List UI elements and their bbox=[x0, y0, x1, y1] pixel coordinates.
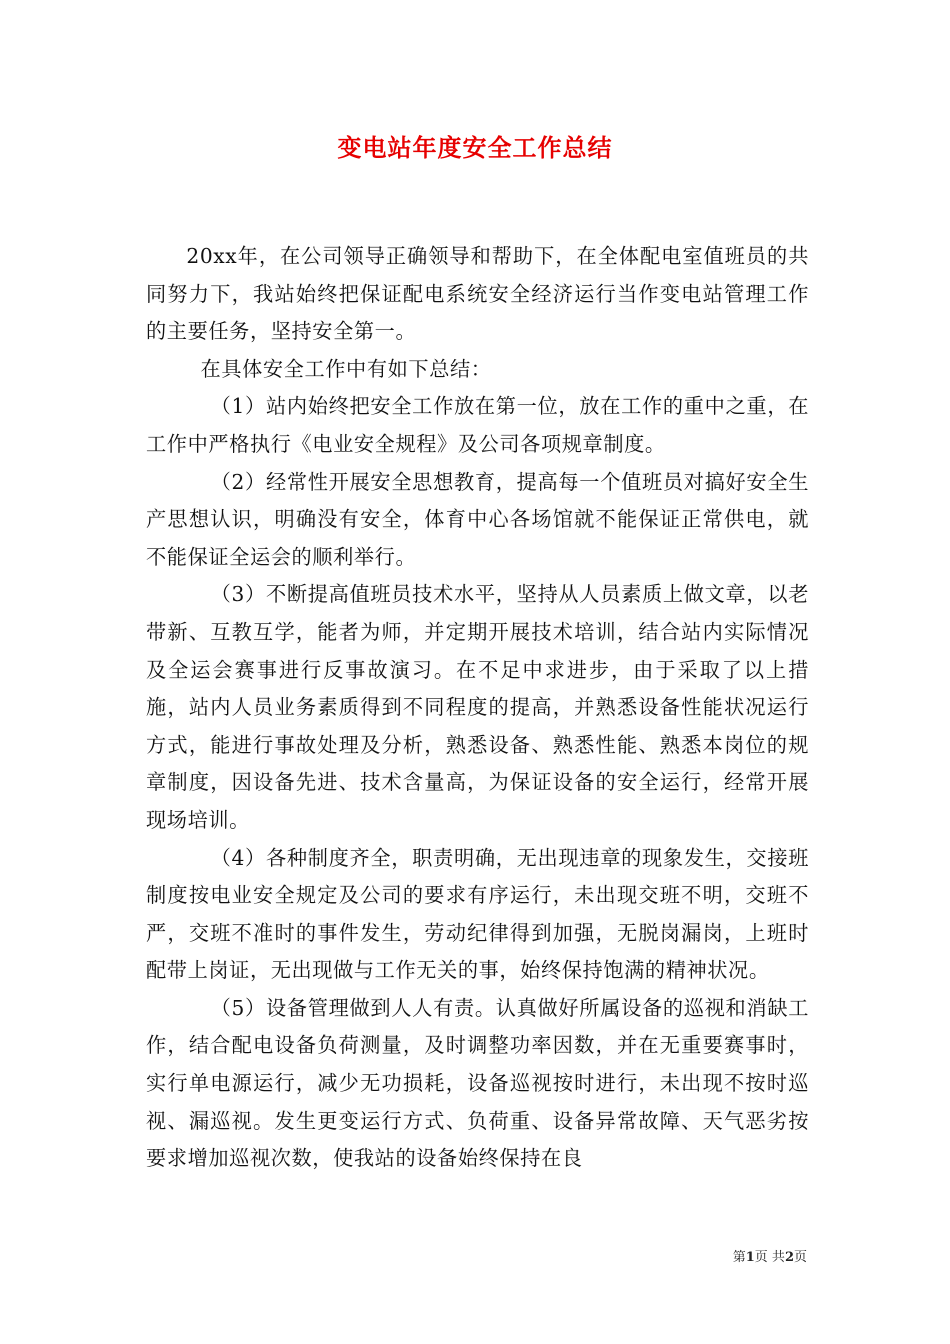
paragraph-item-1: （1）站内始终把安全工作放在第一位，放在工作的重中之重，在工作中严格执行《电业安全规程》及公司各项规章制度。 bbox=[146, 394, 809, 456]
footer-suffix: 页 bbox=[793, 1250, 807, 1265]
footer-middle: 页 共 bbox=[754, 1250, 785, 1265]
document-title: 变电站年度安全工作总结 bbox=[337, 134, 613, 162]
document-body bbox=[146, 238, 809, 1178]
footer-current-page: 1 bbox=[745, 1250, 755, 1265]
paragraph-item-3: （3）不断提高值班员技术水平，坚持从人员素质上做文章，以老带新、互教互学，能者为师，并定期开展技术培训，结合站内实际情况及全运会赛事进行反事故演习。在不足中求进步，由于采取了以上措施，站内人员业务素质得到不同程度的提高，并熟悉设备性能状况运行方式，能进行事故处理及分析，熟悉设备、熟悉性能、熟悉本岗位的规章制度，因设备先进、技术含量高，为保证设备的安全运行，经常开展现场培训。 bbox=[146, 582, 809, 832]
footer-total-pages: 2 bbox=[784, 1250, 794, 1265]
paragraph-summary-lead: 在具体安全工作中有如下总结： bbox=[200, 356, 492, 381]
footer-prefix: 第 bbox=[732, 1250, 746, 1265]
paragraph-item-4: （4）各种制度齐全，职责明确，无出现违章的现象发生，交接班制度按电业安全规定及公司的要求有序运行，未出现交班不明，交班不严，交班不准时的事件发生，劳动纪律得到加强，无脱岗漏岗，上班时配带上岗证，无出现做与工作无关的事，始终保持饱满的精神状况。 bbox=[146, 845, 809, 983]
paragraph-item-5: （5）设备管理做到人人有责。认真做好所属设备的巡视和消缺工作，结合配电设备负荷测量，及时调整功率因数，并在无重要赛事时，实行单电源运行，减少无功损耗，设备巡视按时进行，未出现不按时巡视、漏巡视。发生更变运行方式、负荷重、设备异常故障、天气恶劣按要求增加巡视次数，使我站的设备始终保持在良 bbox=[146, 995, 809, 1171]
paragraph-item-2: （2）经常性开展安全思想教育，提高每一个值班员对搞好安全生产思想认识，明确没有安全，体育中心各场馆就不能保证正常供电，就不能保证全运会的顺利举行。 bbox=[146, 469, 809, 569]
paragraph-intro: 20xx年，在公司领导正确领导和帮助下，在全体配电室值班员的共同努力下，我站始终把保证配电系统安全经济运行当作变电站管理工作的主要任务，坚持安全第一。 bbox=[146, 244, 809, 344]
page-number-footer bbox=[733, 1246, 807, 1265]
